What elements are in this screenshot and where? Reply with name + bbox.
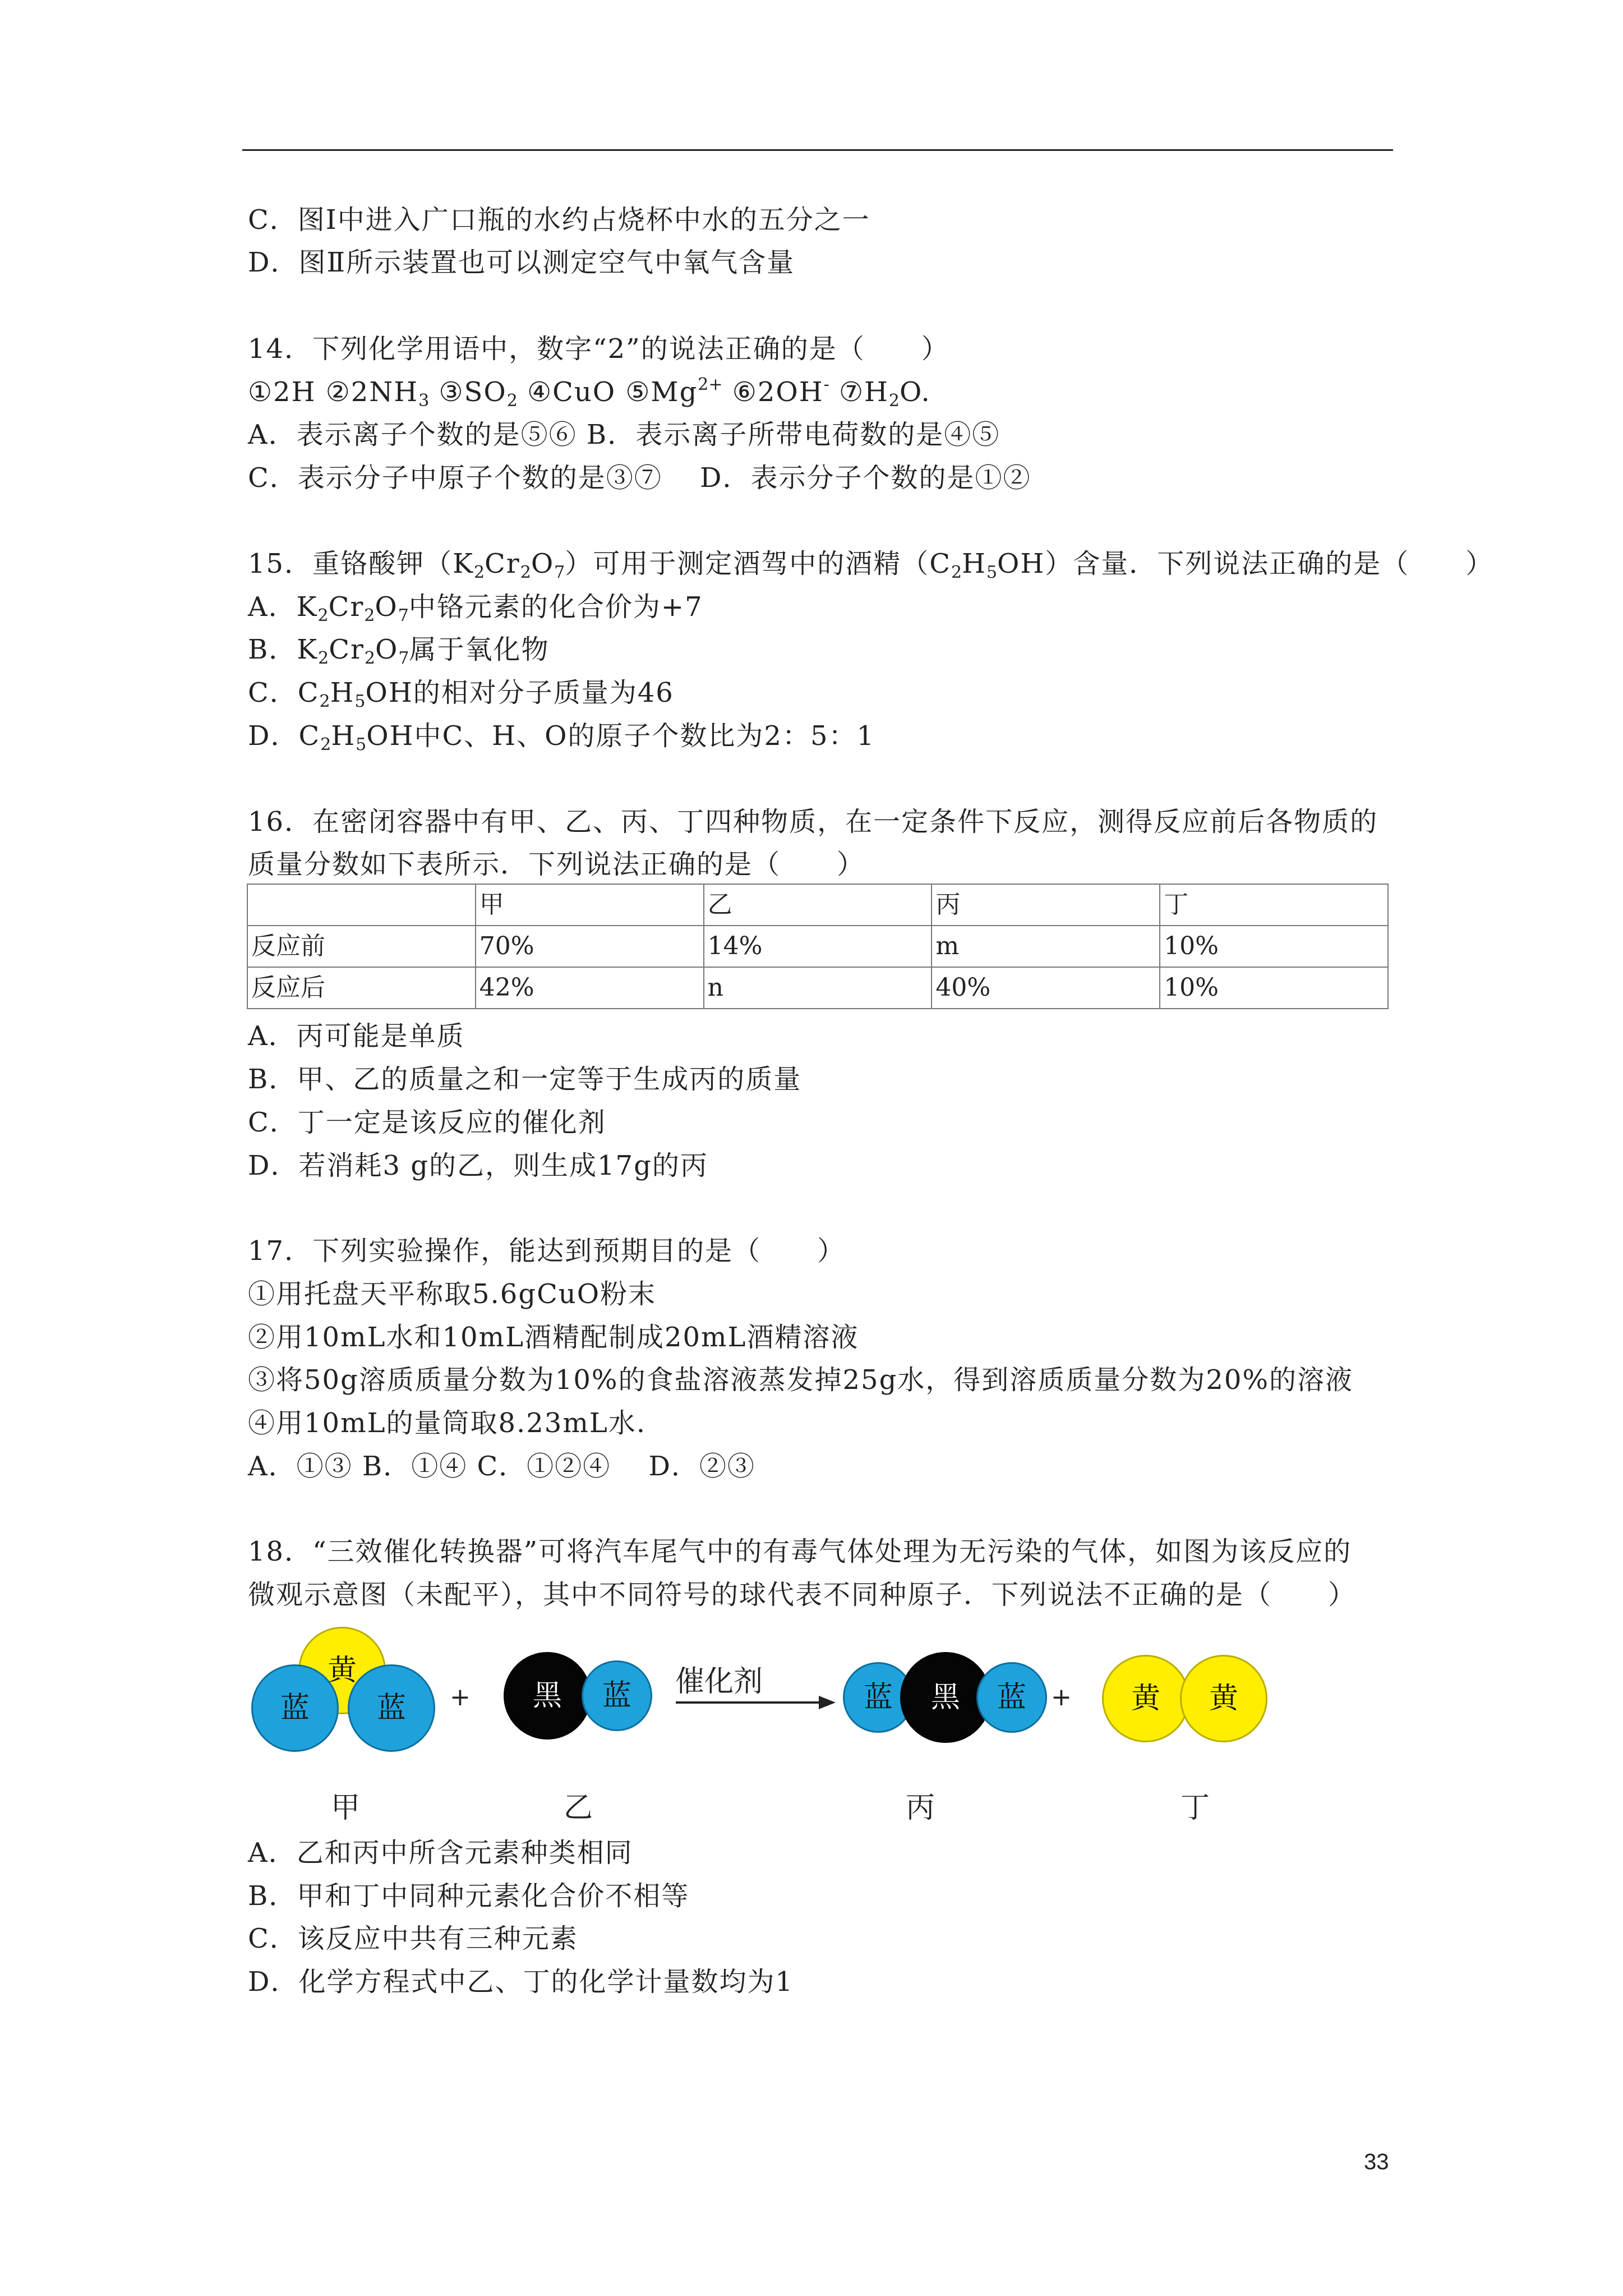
q17-item-4: ④用10mL的量筒取8.23mL水. <box>248 1407 646 1439</box>
table-cell <box>247 884 476 926</box>
q16-option-d: D．若消耗3 g的乙，则生成17g的丙 <box>248 1150 708 1181</box>
q18-option-c: C．该反应中共有三种元素 <box>248 1923 578 1954</box>
blue-atom: 蓝 <box>582 1660 652 1731</box>
table-row <box>247 926 1388 967</box>
table-cell: 反应后 <box>247 967 476 1009</box>
reaction-arrow <box>676 1701 820 1704</box>
q17-stem: 17．下列实验操作，能达到预期目的是（ ） <box>248 1235 846 1267</box>
table-cell: 14% <box>704 926 932 967</box>
table-cell: 42% <box>476 967 704 1009</box>
q14-options-cd: C．表示分子中原子个数的是③⑦ D．表示分子个数的是①② <box>248 462 1031 494</box>
q14-items: ①2H $②2NH_3$ $③SO_2$ ④CuO $⑤Mg^{2+}$ ⑥2OH- $⑦H_2O$. <box>248 375 931 411</box>
q15-option-d: D．$C_2H_5OH$中C、H、O的原子个数比为2：5：1 <box>248 720 875 754</box>
header-rule <box>242 149 1393 151</box>
blue-atom: 蓝 <box>348 1664 435 1752</box>
q18-option-a: A．乙和丙中所含元素种类相同 <box>248 1837 633 1869</box>
q14-options-ab: A．表示离子个数的是⑤⑥ B．表示离子所带电荷数的是④⑤ <box>248 419 1000 450</box>
q16-option-c: C．丁一定是该反应的催化剂 <box>248 1107 606 1138</box>
label-ding: 丁 <box>1181 1791 1210 1825</box>
q17-options: A．①③ B．①④ C．①②④ D．②③ <box>248 1451 755 1482</box>
black-atom: 黑 <box>900 1652 991 1743</box>
label-bing: 丙 <box>906 1791 935 1825</box>
table-cell: 40% <box>932 967 1160 1009</box>
q18-stem-line1: 18．“三效催化转换器”可将汽车尾气中的有毒气体处理为无污染的气体，如图为该反应的 <box>248 1536 1352 1567</box>
q17-item-3: ③将50g溶质质量分数为10%的食盐溶液蒸发掉25g水，得到溶质质量分数为20%的溶液 <box>248 1364 1353 1396</box>
q18-option-b: B．甲和丁中同种元素化合价不相等 <box>248 1880 690 1912</box>
label-yi: 乙 <box>564 1791 593 1825</box>
catalyst-label: 催化剂 <box>675 1665 763 1699</box>
q18-stem-line2: 微观示意图（未配平），其中不同符号的球代表不同种原子．下列说法不正确的是（ ） <box>248 1579 1357 1611</box>
arrow-head-icon <box>819 1696 836 1709</box>
table-row <box>247 967 1388 1009</box>
table-cell: 反应前 <box>247 926 476 967</box>
q16-stem-line2: 质量分数如下表所示．下列说法正确的是（ ） <box>248 849 865 880</box>
q15-option-c: C．$C_2H_5OH$的相对分子质量为46 <box>248 677 674 711</box>
reaction-diagram <box>247 1610 1279 1846</box>
q17-item-1: ①用托盘天平称取5.6gCuO粉末 <box>248 1278 657 1310</box>
q16-stem-line1: 16．在密闭容器中有甲、乙、丙、丁四种物质，在一定条件下反应，测得反应前后各物质的 <box>248 806 1378 838</box>
q18-option-d: D．化学方程式中乙、丁的化学计量数均为1 <box>248 1966 794 1998</box>
table-header-row <box>247 884 1388 926</box>
table-cell: m <box>932 926 1160 967</box>
q16-option-a: A．丙可能是单质 <box>248 1020 465 1052</box>
table-cell: 甲 <box>476 884 704 926</box>
label-jia: 甲 <box>331 1791 361 1825</box>
table-cell: n <box>704 967 932 1009</box>
q16-option-b: B．甲、乙的质量之和一定等于生成丙的质量 <box>248 1064 802 1095</box>
q13-option-d: D．图Ⅱ所示装置也可以测定空气中氧气含量 <box>248 247 795 278</box>
black-atom: 黑 <box>504 1652 591 1740</box>
blue-atom: 蓝 <box>843 1662 914 1733</box>
table-cell: 10% <box>1160 967 1388 1009</box>
q15-stem: 15．重铬酸钾$(K_2Cr_2O_7)$可用于测定酒驾中的酒精$(C_2H_5OH)$含量．下列说法正确的是（ ） <box>248 548 1494 582</box>
table-cell: 10% <box>1160 926 1388 967</box>
blue-atom: 蓝 <box>251 1664 339 1752</box>
q15-option-a: A．$K_2Cr_2O_7$中铬元素的化合价为+7 <box>248 591 703 625</box>
page-number: 33 <box>1364 2150 1389 2174</box>
yellow-atom: 黄 <box>1180 1655 1267 1742</box>
q16-table <box>247 884 1389 1009</box>
q14-stem: 14．下列化学用语中，数字“2”的说法正确的是（ ） <box>248 333 949 365</box>
yellow-atom: 黄 <box>298 1627 386 1714</box>
q15-option-b: B．$K_2Cr_2O_7$属于氧化物 <box>248 634 550 668</box>
q17-item-2: ②用10mL水和10mL酒精配制成20mL酒精溶液 <box>248 1322 859 1353</box>
table-cell: 丁 <box>1160 884 1388 926</box>
table-cell: 70% <box>476 926 704 967</box>
plus-sign: + <box>1051 1683 1072 1711</box>
table-cell: 乙 <box>704 884 932 926</box>
blue-atom: 蓝 <box>976 1662 1047 1733</box>
table-cell: 丙 <box>932 884 1160 926</box>
plus-sign: + <box>450 1683 471 1711</box>
q13-option-c: C．图Ⅰ中进入广口瓶的水约占烧杯中水的五分之一 <box>248 204 870 236</box>
yellow-atom: 黄 <box>1102 1655 1189 1742</box>
